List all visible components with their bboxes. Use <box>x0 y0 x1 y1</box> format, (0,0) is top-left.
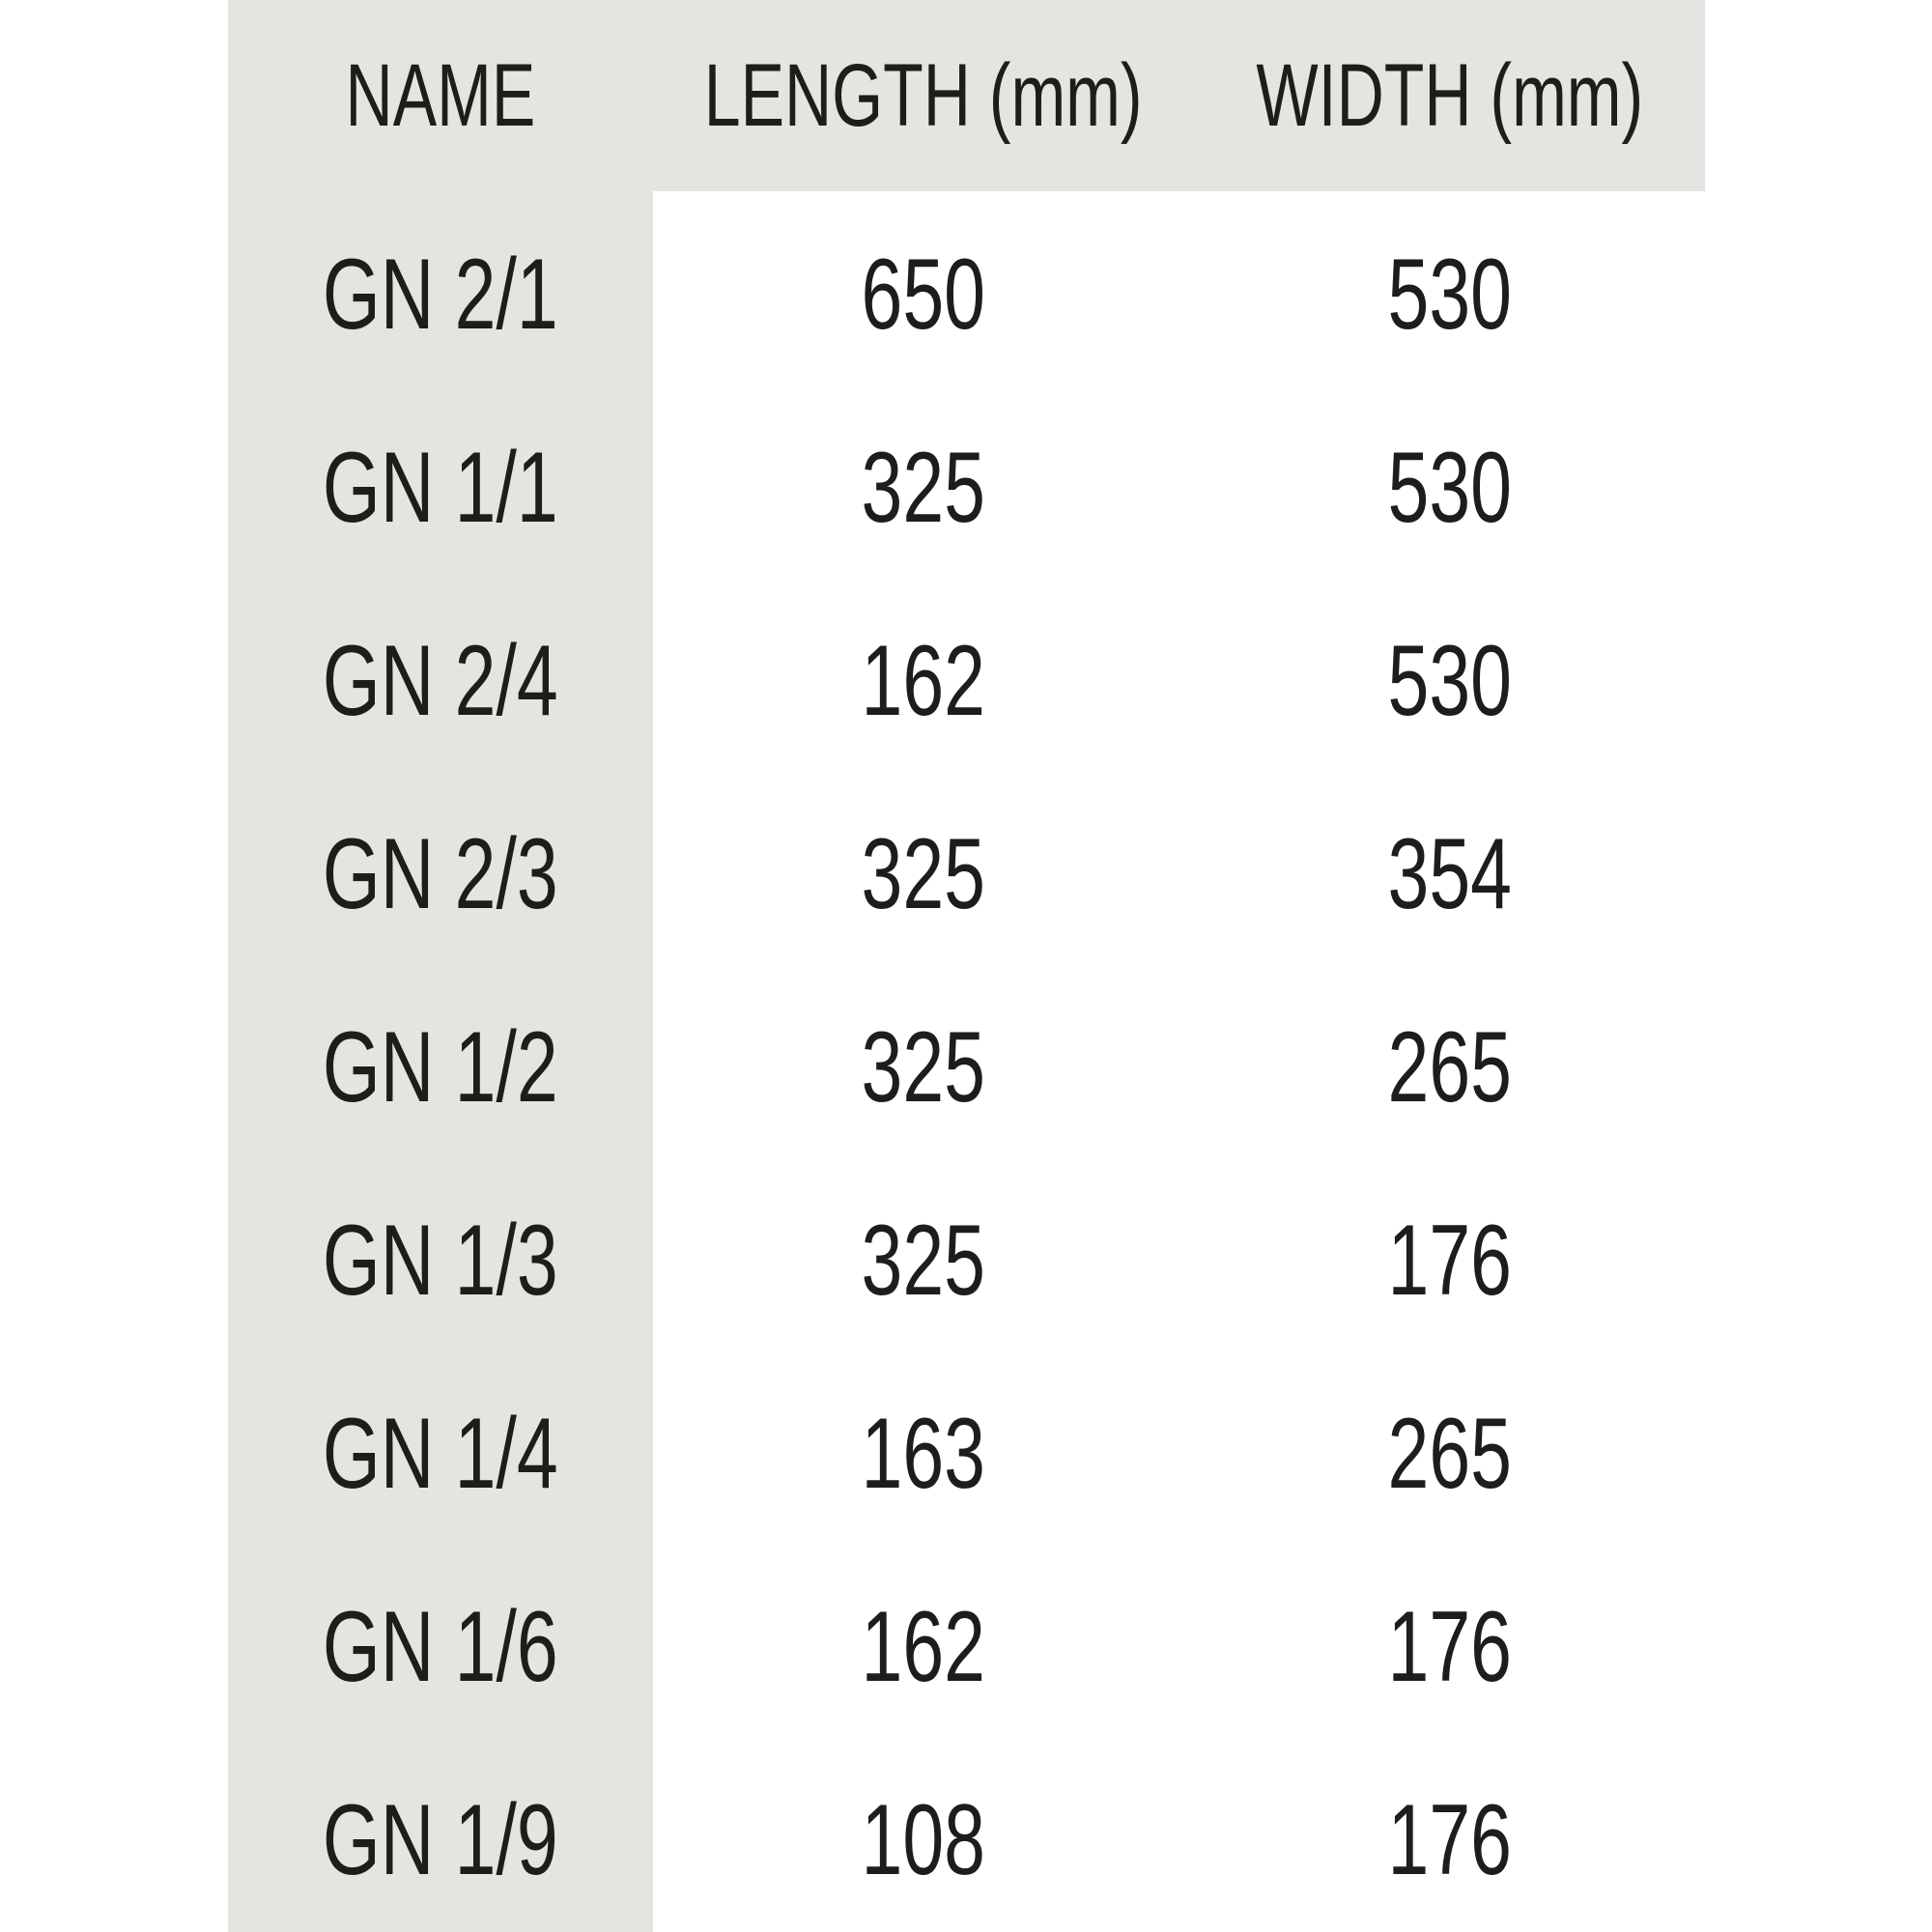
width-value: 265 <box>1387 1397 1513 1510</box>
name-value: GN 1/6 <box>323 1590 558 1703</box>
name-cell <box>228 584 653 778</box>
name-value: GN 2/3 <box>323 817 558 930</box>
length-value: 325 <box>861 431 986 544</box>
length-value: 650 <box>861 238 986 351</box>
name-value: GN 2/1 <box>323 238 558 351</box>
width-value: 176 <box>1387 1783 1513 1896</box>
table-row <box>0 971 1932 1164</box>
column-header-length <box>653 0 1194 191</box>
name-cell <box>228 971 653 1164</box>
length-value: 108 <box>861 1783 986 1896</box>
table-row <box>0 1164 1932 1357</box>
length-cell <box>653 1164 1194 1357</box>
width-cell <box>1194 1357 1706 1550</box>
name-value: GN 1/1 <box>323 431 558 544</box>
column-header-name <box>228 0 653 191</box>
length-cell <box>653 584 1194 778</box>
name-value: GN 1/3 <box>323 1204 558 1317</box>
width-cell <box>1194 778 1706 971</box>
width-value: 265 <box>1387 1010 1513 1123</box>
name-cell <box>228 198 653 391</box>
width-value: 530 <box>1387 238 1513 351</box>
length-cell <box>653 391 1194 584</box>
length-value: 163 <box>861 1397 986 1510</box>
name-cell <box>228 1357 653 1550</box>
table-row <box>0 1550 1932 1744</box>
length-value: 325 <box>861 1204 986 1317</box>
width-value: 176 <box>1387 1590 1513 1703</box>
width-value: 530 <box>1387 431 1513 544</box>
width-cell <box>1194 1164 1706 1357</box>
width-cell <box>1194 584 1706 778</box>
width-cell <box>1194 971 1706 1164</box>
name-cell <box>228 1744 653 1932</box>
table-row <box>0 778 1932 971</box>
width-value: 176 <box>1387 1204 1513 1317</box>
table-header-row <box>0 0 1932 191</box>
column-header-width <box>1194 0 1706 191</box>
length-cell <box>653 778 1194 971</box>
length-cell <box>653 1357 1194 1550</box>
width-cell <box>1194 391 1706 584</box>
name-value: GN 2/4 <box>323 624 558 737</box>
length-cell <box>653 198 1194 391</box>
name-cell <box>228 391 653 584</box>
length-value: 162 <box>861 624 986 737</box>
length-cell <box>653 971 1194 1164</box>
name-cell <box>228 1550 653 1744</box>
width-cell <box>1194 1744 1706 1932</box>
name-cell <box>228 1164 653 1357</box>
table-row <box>0 584 1932 778</box>
width-value: 354 <box>1387 817 1513 930</box>
length-value: 325 <box>861 1010 986 1123</box>
table-row <box>0 1357 1932 1550</box>
length-value: 325 <box>861 817 986 930</box>
table-row <box>0 391 1932 584</box>
name-value: GN 1/4 <box>323 1397 558 1510</box>
table-row <box>0 198 1932 391</box>
name-cell <box>228 778 653 971</box>
width-cell <box>1194 198 1706 391</box>
column-header-width-label: WIDTH (mm) <box>1256 45 1644 145</box>
width-cell <box>1194 1550 1706 1744</box>
table-row <box>0 1744 1932 1932</box>
length-cell <box>653 1550 1194 1744</box>
column-header-length-label: LENGTH (mm) <box>704 45 1143 145</box>
name-value: GN 1/9 <box>323 1783 558 1896</box>
length-cell <box>653 1744 1194 1932</box>
width-value: 530 <box>1387 624 1513 737</box>
length-value: 162 <box>861 1590 986 1703</box>
name-value: GN 1/2 <box>323 1010 558 1123</box>
column-header-name-label: NAME <box>345 45 536 145</box>
